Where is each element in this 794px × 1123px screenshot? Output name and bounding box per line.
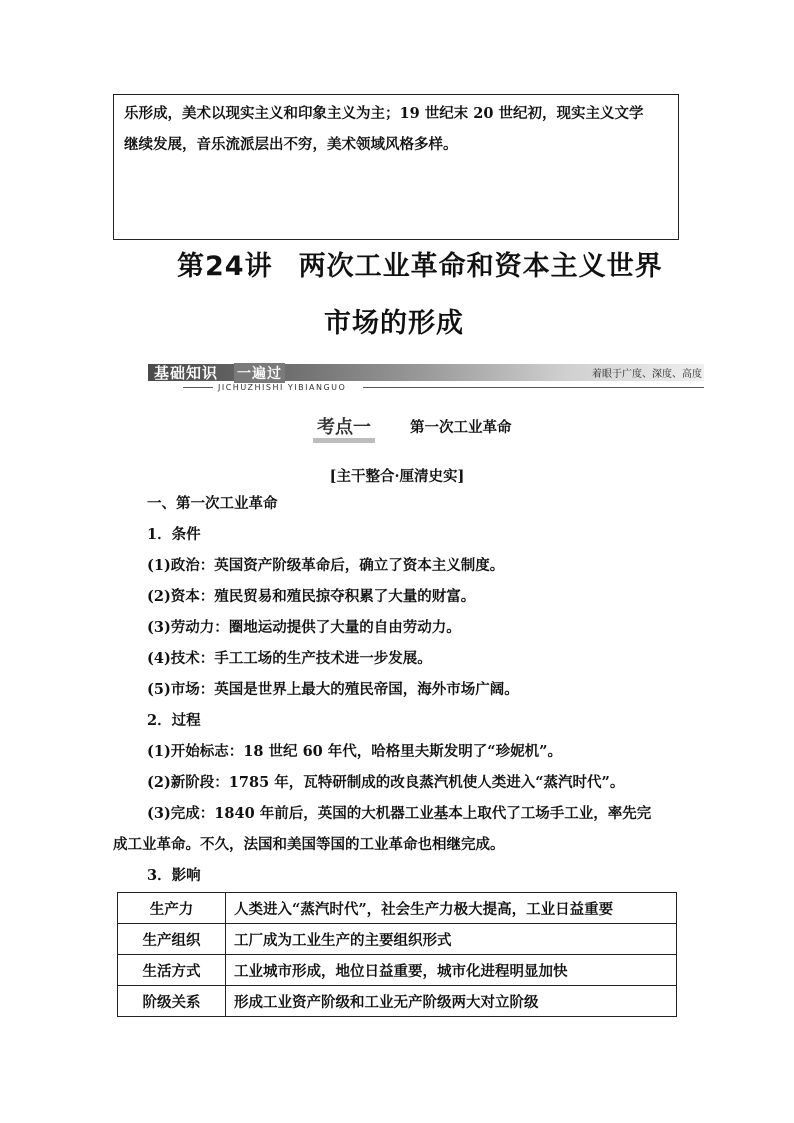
banner-underline-right: [363, 387, 704, 388]
s1-heading: 1．条件: [147, 526, 201, 543]
kaodian-label: 考点一: [313, 418, 375, 443]
box-line-1: 乐形成，美术以现实主义和印象主义为主；19 世纪末 20 世纪初，现实主义文学: [124, 105, 644, 122]
impact-table: [117, 892, 677, 1017]
s2-heading: 2．过程: [147, 712, 201, 729]
table-row: [118, 924, 677, 955]
table-row: [118, 986, 677, 1017]
s1-item: (3)劳动力：圈地运动提供了大量的自由劳动力。: [147, 619, 461, 636]
kaodian-topic: 第一次工业革命: [410, 419, 512, 436]
table-value: 人类进入“蒸汽时代”，社会生产力极大提高，工业日益重要: [226, 893, 677, 924]
banner-slogan: 着眼于广度、深度、高度: [592, 369, 702, 380]
table-value: 工业城市形成，地位日益重要，城市化进程明显加快: [226, 955, 677, 986]
s1-item: (1)政治：英国资产阶级革命后，确立了资本主义制度。: [147, 557, 505, 574]
banner-part2: 一遍过: [234, 363, 285, 383]
lesson-number: 第24讲: [177, 251, 273, 282]
continuation-box: [113, 94, 679, 240]
lesson-title-line1: [177, 244, 663, 283]
banner-part1: 基础知识: [154, 364, 219, 382]
s1-item: (4)技术：手工工场的生产技术进一步发展。: [147, 650, 432, 667]
s3-heading: 3．影响: [147, 867, 201, 884]
table-key: 生产力: [118, 893, 226, 924]
s2-item: (3)完成：1840 年前后，英国的大机器工业基本上取代了工场手工业，率先完: [147, 805, 652, 822]
table-row: [118, 955, 677, 986]
s1-item: (2)资本：殖民贸易和殖民掠夺积累了大量的财富。: [147, 588, 476, 605]
banner-pinyin: JICHUZHISHI YIBIANGUO: [218, 383, 347, 392]
table-key: 生活方式: [118, 955, 226, 986]
table-key: 阶级关系: [118, 986, 226, 1017]
box-line-2: 继续发展，音乐流派层出不穷，美术领域风格多样。: [124, 136, 458, 153]
section-banner: [148, 364, 704, 392]
banner-underline-left: [183, 387, 213, 388]
kaodian-header: [313, 417, 512, 442]
s2-item: (2)新阶段：1785 年，瓦特研制成的改良蒸汽机使人类进入“蒸汽时代”。: [147, 774, 625, 791]
subtitle: [主干整合·厘清史实]: [329, 468, 465, 485]
section-heading: 一、第一次工业革命: [147, 495, 278, 512]
table-row: [118, 893, 677, 924]
s1-item: (5)市场：英国是世界上最大的殖民帝国，海外市场广阔。: [147, 681, 519, 698]
table-key: 生产组织: [118, 924, 226, 955]
s2-item-continued: 成工业革命。不久，法国和美国等国的工业革命也相继完成。: [113, 836, 505, 853]
table-value: 形成工业资产阶级和工业无产阶级两大对立阶级: [226, 986, 677, 1017]
table-value: 工厂成为工业生产的主要组织形式: [226, 924, 677, 955]
lesson-title-line2: 市场的形成: [324, 308, 464, 339]
s2-item: (1)开始标志：18 世纪 60 年代，哈格里夫斯发明了“珍妮机”。: [147, 743, 562, 760]
lesson-title-text: 两次工业革命和资本主义世界: [298, 251, 663, 282]
